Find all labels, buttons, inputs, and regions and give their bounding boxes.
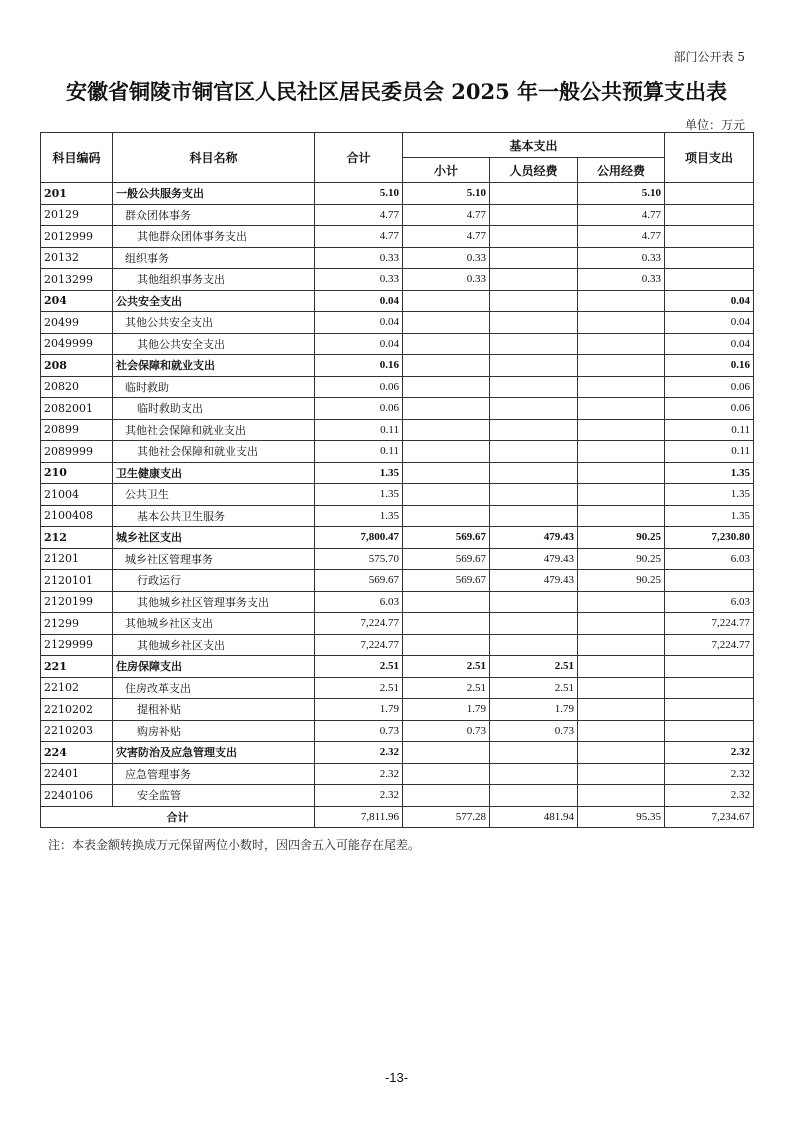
table-row (41, 333, 754, 355)
cell-personnel: 2.51 (490, 677, 578, 699)
cell-name: 安全监管 (113, 785, 315, 807)
cell-total: 0.33 (315, 247, 403, 269)
table-row (41, 634, 754, 656)
table-row (41, 355, 754, 377)
header-basic: 基本支出 (403, 133, 665, 158)
cell-code: 2120101 (41, 570, 113, 592)
cell-public-use (578, 699, 665, 721)
table-row (41, 720, 754, 742)
cell-total: 0.04 (315, 290, 403, 312)
cell-subtotal (403, 355, 490, 377)
cell-name: 社会保障和就业支出 (113, 355, 315, 377)
cell-subtotal (403, 290, 490, 312)
cell-personnel: 479.43 (490, 570, 578, 592)
table-row (41, 269, 754, 291)
cell-name: 组织事务 (113, 247, 315, 269)
cell-subtotal (403, 441, 490, 463)
cell-name: 其他组织事务支出 (113, 269, 315, 291)
cell-subtotal (403, 785, 490, 807)
cell-total: 7,224.77 (315, 613, 403, 635)
cell-project (665, 183, 754, 205)
cell-subtotal (403, 419, 490, 441)
header-project: 项目支出 (665, 133, 754, 183)
cell-code: 20132 (41, 247, 113, 269)
header-subtotal: 小计 (403, 158, 490, 183)
cell-name: 其他城乡社区支出 (113, 634, 315, 656)
cell-subtotal: 0.33 (403, 269, 490, 291)
table-row (41, 484, 754, 506)
cell-personnel (490, 505, 578, 527)
header-public-use: 公用经费 (578, 158, 665, 183)
cell-name: 公共卫生 (113, 484, 315, 506)
table-row (41, 570, 754, 592)
cell-personnel (490, 226, 578, 248)
cell-total: 7,224.77 (315, 634, 403, 656)
cell-total: 7,800.47 (315, 527, 403, 549)
cell-code: 204 (41, 290, 113, 312)
unit-label: 单位：万元 (684, 118, 745, 132)
cell-subtotal (403, 505, 490, 527)
cell-total: 1.35 (315, 505, 403, 527)
cell-personnel (490, 269, 578, 291)
table-row (41, 591, 754, 613)
cell-project (665, 269, 754, 291)
cell-name: 城乡社区管理事务 (113, 548, 315, 570)
cell-project: 1.35 (665, 462, 754, 484)
total-label: 合计 (41, 806, 315, 828)
cell-code: 224 (41, 742, 113, 764)
cell-total: 1.35 (315, 484, 403, 506)
cell-name: 临时救助支出 (113, 398, 315, 420)
header-personnel: 人员经费 (490, 158, 578, 183)
cell-personnel (490, 484, 578, 506)
table-row (41, 312, 754, 334)
table-row (41, 376, 754, 398)
footnote: 注：本表金额转换成万元保留两位小数时，因四舍五入可能存在尾差。 (48, 838, 421, 852)
table-row (41, 548, 754, 570)
cell-personnel (490, 204, 578, 226)
total-row (41, 806, 754, 828)
cell-project (665, 720, 754, 742)
table-row (41, 247, 754, 269)
cell-name: 购房补贴 (113, 720, 315, 742)
cell-total: 6.03 (315, 591, 403, 613)
cell-code: 2120199 (41, 591, 113, 613)
table-row (41, 656, 754, 678)
cell-project: 7,224.77 (665, 634, 754, 656)
cell-public-use: 4.77 (578, 226, 665, 248)
cell-total: 569.67 (315, 570, 403, 592)
table-row (41, 226, 754, 248)
cell-name: 住房改革支出 (113, 677, 315, 699)
cell-name: 群众团体事务 (113, 204, 315, 226)
cell-name: 卫生健康支出 (113, 462, 315, 484)
cell-subtotal: 0.33 (403, 247, 490, 269)
cell-subtotal (403, 312, 490, 334)
cell-code: 2210203 (41, 720, 113, 742)
cell-subtotal (403, 398, 490, 420)
cell-personnel (490, 333, 578, 355)
cell-subtotal (403, 376, 490, 398)
cell-public-use (578, 441, 665, 463)
cell-code: 2049999 (41, 333, 113, 355)
cell-public-use (578, 763, 665, 785)
cell-public-use (578, 785, 665, 807)
cell-personnel (490, 290, 578, 312)
cell-total: 0.06 (315, 398, 403, 420)
cell-project: 0.04 (665, 312, 754, 334)
cell-personnel (490, 634, 578, 656)
cell-total: 575.70 (315, 548, 403, 570)
cell-subtotal (403, 763, 490, 785)
cell-personnel (490, 312, 578, 334)
cell-public-use (578, 355, 665, 377)
cell-name: 其他群众团体事务支出 (113, 226, 315, 248)
total-total: 7,811.96 (315, 806, 403, 828)
cell-code: 221 (41, 656, 113, 678)
cell-name: 一般公共服务支出 (113, 183, 315, 205)
table-number-label: 部门公开表 5 (673, 50, 745, 64)
table-row (41, 183, 754, 205)
cell-code: 22401 (41, 763, 113, 785)
cell-public-use: 90.25 (578, 570, 665, 592)
cell-name: 应急管理事务 (113, 763, 315, 785)
cell-personnel (490, 376, 578, 398)
cell-personnel (490, 398, 578, 420)
cell-project: 2.32 (665, 742, 754, 764)
cell-name: 提租补贴 (113, 699, 315, 721)
cell-total: 4.77 (315, 226, 403, 248)
table-row (41, 398, 754, 420)
budget-table (40, 132, 754, 828)
cell-code: 21201 (41, 548, 113, 570)
cell-name: 其他社会保障和就业支出 (113, 419, 315, 441)
cell-total: 5.10 (315, 183, 403, 205)
cell-code: 20899 (41, 419, 113, 441)
table-row (41, 441, 754, 463)
cell-project: 0.11 (665, 419, 754, 441)
cell-project: 1.35 (665, 505, 754, 527)
cell-public-use (578, 290, 665, 312)
cell-personnel (490, 419, 578, 441)
table-row (41, 462, 754, 484)
total-subtotal: 577.28 (403, 806, 490, 828)
cell-public-use (578, 656, 665, 678)
cell-subtotal: 4.77 (403, 204, 490, 226)
cell-project (665, 699, 754, 721)
cell-total: 0.04 (315, 312, 403, 334)
table-header (41, 133, 754, 183)
cell-subtotal (403, 333, 490, 355)
cell-code: 21299 (41, 613, 113, 635)
cell-public-use (578, 376, 665, 398)
cell-public-use (578, 333, 665, 355)
cell-subtotal: 4.77 (403, 226, 490, 248)
cell-code: 2210202 (41, 699, 113, 721)
cell-project (665, 677, 754, 699)
cell-public-use: 0.33 (578, 247, 665, 269)
cell-subtotal: 569.67 (403, 570, 490, 592)
cell-name: 其他城乡社区支出 (113, 613, 315, 635)
cell-project: 7,224.77 (665, 613, 754, 635)
cell-personnel (490, 355, 578, 377)
cell-subtotal: 569.67 (403, 527, 490, 549)
cell-public-use (578, 312, 665, 334)
total-project: 7,234.67 (665, 806, 754, 828)
cell-name: 灾害防治及应急管理支出 (113, 742, 315, 764)
cell-total: 4.77 (315, 204, 403, 226)
cell-code: 20499 (41, 312, 113, 334)
cell-total: 0.04 (315, 333, 403, 355)
cell-code: 21004 (41, 484, 113, 506)
cell-personnel (490, 247, 578, 269)
cell-subtotal: 0.73 (403, 720, 490, 742)
table-row (41, 763, 754, 785)
cell-total: 2.51 (315, 656, 403, 678)
cell-personnel (490, 591, 578, 613)
cell-subtotal: 2.51 (403, 677, 490, 699)
table-row (41, 677, 754, 699)
cell-subtotal (403, 484, 490, 506)
cell-public-use: 5.10 (578, 183, 665, 205)
cell-code: 2089999 (41, 441, 113, 463)
cell-project: 0.06 (665, 398, 754, 420)
cell-project (665, 204, 754, 226)
cell-public-use (578, 591, 665, 613)
cell-code: 210 (41, 462, 113, 484)
table-body (41, 183, 754, 807)
cell-public-use (578, 419, 665, 441)
cell-code: 2240106 (41, 785, 113, 807)
cell-code: 212 (41, 527, 113, 549)
page-number: -13- (384, 1070, 409, 1085)
cell-project (665, 570, 754, 592)
cell-public-use: 90.25 (578, 548, 665, 570)
cell-personnel (490, 785, 578, 807)
cell-project: 0.16 (665, 355, 754, 377)
table-row (41, 699, 754, 721)
page-title: 安徽省铜陵市铜官区人民社区居民委员会 2025 年一般公共预算支出表 (65, 79, 728, 104)
cell-public-use (578, 677, 665, 699)
cell-code: 2100408 (41, 505, 113, 527)
cell-public-use (578, 462, 665, 484)
cell-code: 2082001 (41, 398, 113, 420)
cell-total: 2.51 (315, 677, 403, 699)
header-total: 合计 (315, 133, 403, 183)
cell-subtotal (403, 613, 490, 635)
cell-project (665, 247, 754, 269)
cell-code: 20820 (41, 376, 113, 398)
cell-total: 2.32 (315, 785, 403, 807)
cell-public-use (578, 484, 665, 506)
cell-total: 2.32 (315, 742, 403, 764)
cell-total: 0.33 (315, 269, 403, 291)
cell-code: 201 (41, 183, 113, 205)
cell-public-use: 90.25 (578, 527, 665, 549)
cell-subtotal: 2.51 (403, 656, 490, 678)
cell-project: 2.32 (665, 785, 754, 807)
cell-name: 行政运行 (113, 570, 315, 592)
cell-name: 临时救助 (113, 376, 315, 398)
cell-total: 0.73 (315, 720, 403, 742)
table-row (41, 785, 754, 807)
cell-public-use (578, 613, 665, 635)
cell-public-use (578, 505, 665, 527)
cell-project: 0.04 (665, 333, 754, 355)
cell-personnel (490, 742, 578, 764)
table-row (41, 742, 754, 764)
cell-personnel: 1.79 (490, 699, 578, 721)
cell-personnel: 0.73 (490, 720, 578, 742)
cell-subtotal: 5.10 (403, 183, 490, 205)
cell-name: 公共安全支出 (113, 290, 315, 312)
cell-code: 20129 (41, 204, 113, 226)
cell-name: 城乡社区支出 (113, 527, 315, 549)
total-public-use: 95.35 (578, 806, 665, 828)
header-name: 科目名称 (113, 133, 315, 183)
total-personnel: 481.94 (490, 806, 578, 828)
cell-project: 6.03 (665, 591, 754, 613)
cell-project: 0.04 (665, 290, 754, 312)
header-code: 科目编码 (41, 133, 113, 183)
cell-code: 208 (41, 355, 113, 377)
cell-total: 1.79 (315, 699, 403, 721)
cell-personnel: 2.51 (490, 656, 578, 678)
table-row (41, 204, 754, 226)
cell-subtotal (403, 591, 490, 613)
cell-code: 2129999 (41, 634, 113, 656)
cell-name: 基本公共卫生服务 (113, 505, 315, 527)
cell-subtotal (403, 634, 490, 656)
cell-total: 1.35 (315, 462, 403, 484)
cell-total: 0.16 (315, 355, 403, 377)
cell-project: 0.06 (665, 376, 754, 398)
cell-project: 6.03 (665, 548, 754, 570)
cell-project: 0.11 (665, 441, 754, 463)
cell-public-use (578, 742, 665, 764)
cell-code: 22102 (41, 677, 113, 699)
cell-public-use: 0.33 (578, 269, 665, 291)
cell-name: 住房保障支出 (113, 656, 315, 678)
table-row (41, 505, 754, 527)
cell-public-use: 4.77 (578, 204, 665, 226)
cell-personnel (490, 441, 578, 463)
cell-name: 其他城乡社区管理事务支出 (113, 591, 315, 613)
cell-subtotal: 1.79 (403, 699, 490, 721)
cell-name: 其他公共安全支出 (113, 312, 315, 334)
cell-public-use (578, 720, 665, 742)
cell-name: 其他公共安全支出 (113, 333, 315, 355)
table-row (41, 527, 754, 549)
table-row (41, 419, 754, 441)
cell-public-use (578, 634, 665, 656)
cell-project: 2.32 (665, 763, 754, 785)
cell-subtotal (403, 462, 490, 484)
cell-personnel (490, 763, 578, 785)
cell-personnel (490, 183, 578, 205)
cell-name: 其他社会保障和就业支出 (113, 441, 315, 463)
cell-public-use (578, 398, 665, 420)
cell-personnel: 479.43 (490, 548, 578, 570)
cell-subtotal: 569.67 (403, 548, 490, 570)
table-row (41, 290, 754, 312)
cell-subtotal (403, 742, 490, 764)
cell-total: 0.11 (315, 419, 403, 441)
table-row (41, 613, 754, 635)
cell-project (665, 226, 754, 248)
cell-project: 1.35 (665, 484, 754, 506)
cell-total: 0.06 (315, 376, 403, 398)
cell-total: 2.32 (315, 763, 403, 785)
cell-personnel: 479.43 (490, 527, 578, 549)
cell-code: 2012999 (41, 226, 113, 248)
cell-code: 2013299 (41, 269, 113, 291)
cell-personnel (490, 462, 578, 484)
cell-personnel (490, 613, 578, 635)
cell-project: 7,230.80 (665, 527, 754, 549)
cell-total: 0.11 (315, 441, 403, 463)
cell-project (665, 656, 754, 678)
